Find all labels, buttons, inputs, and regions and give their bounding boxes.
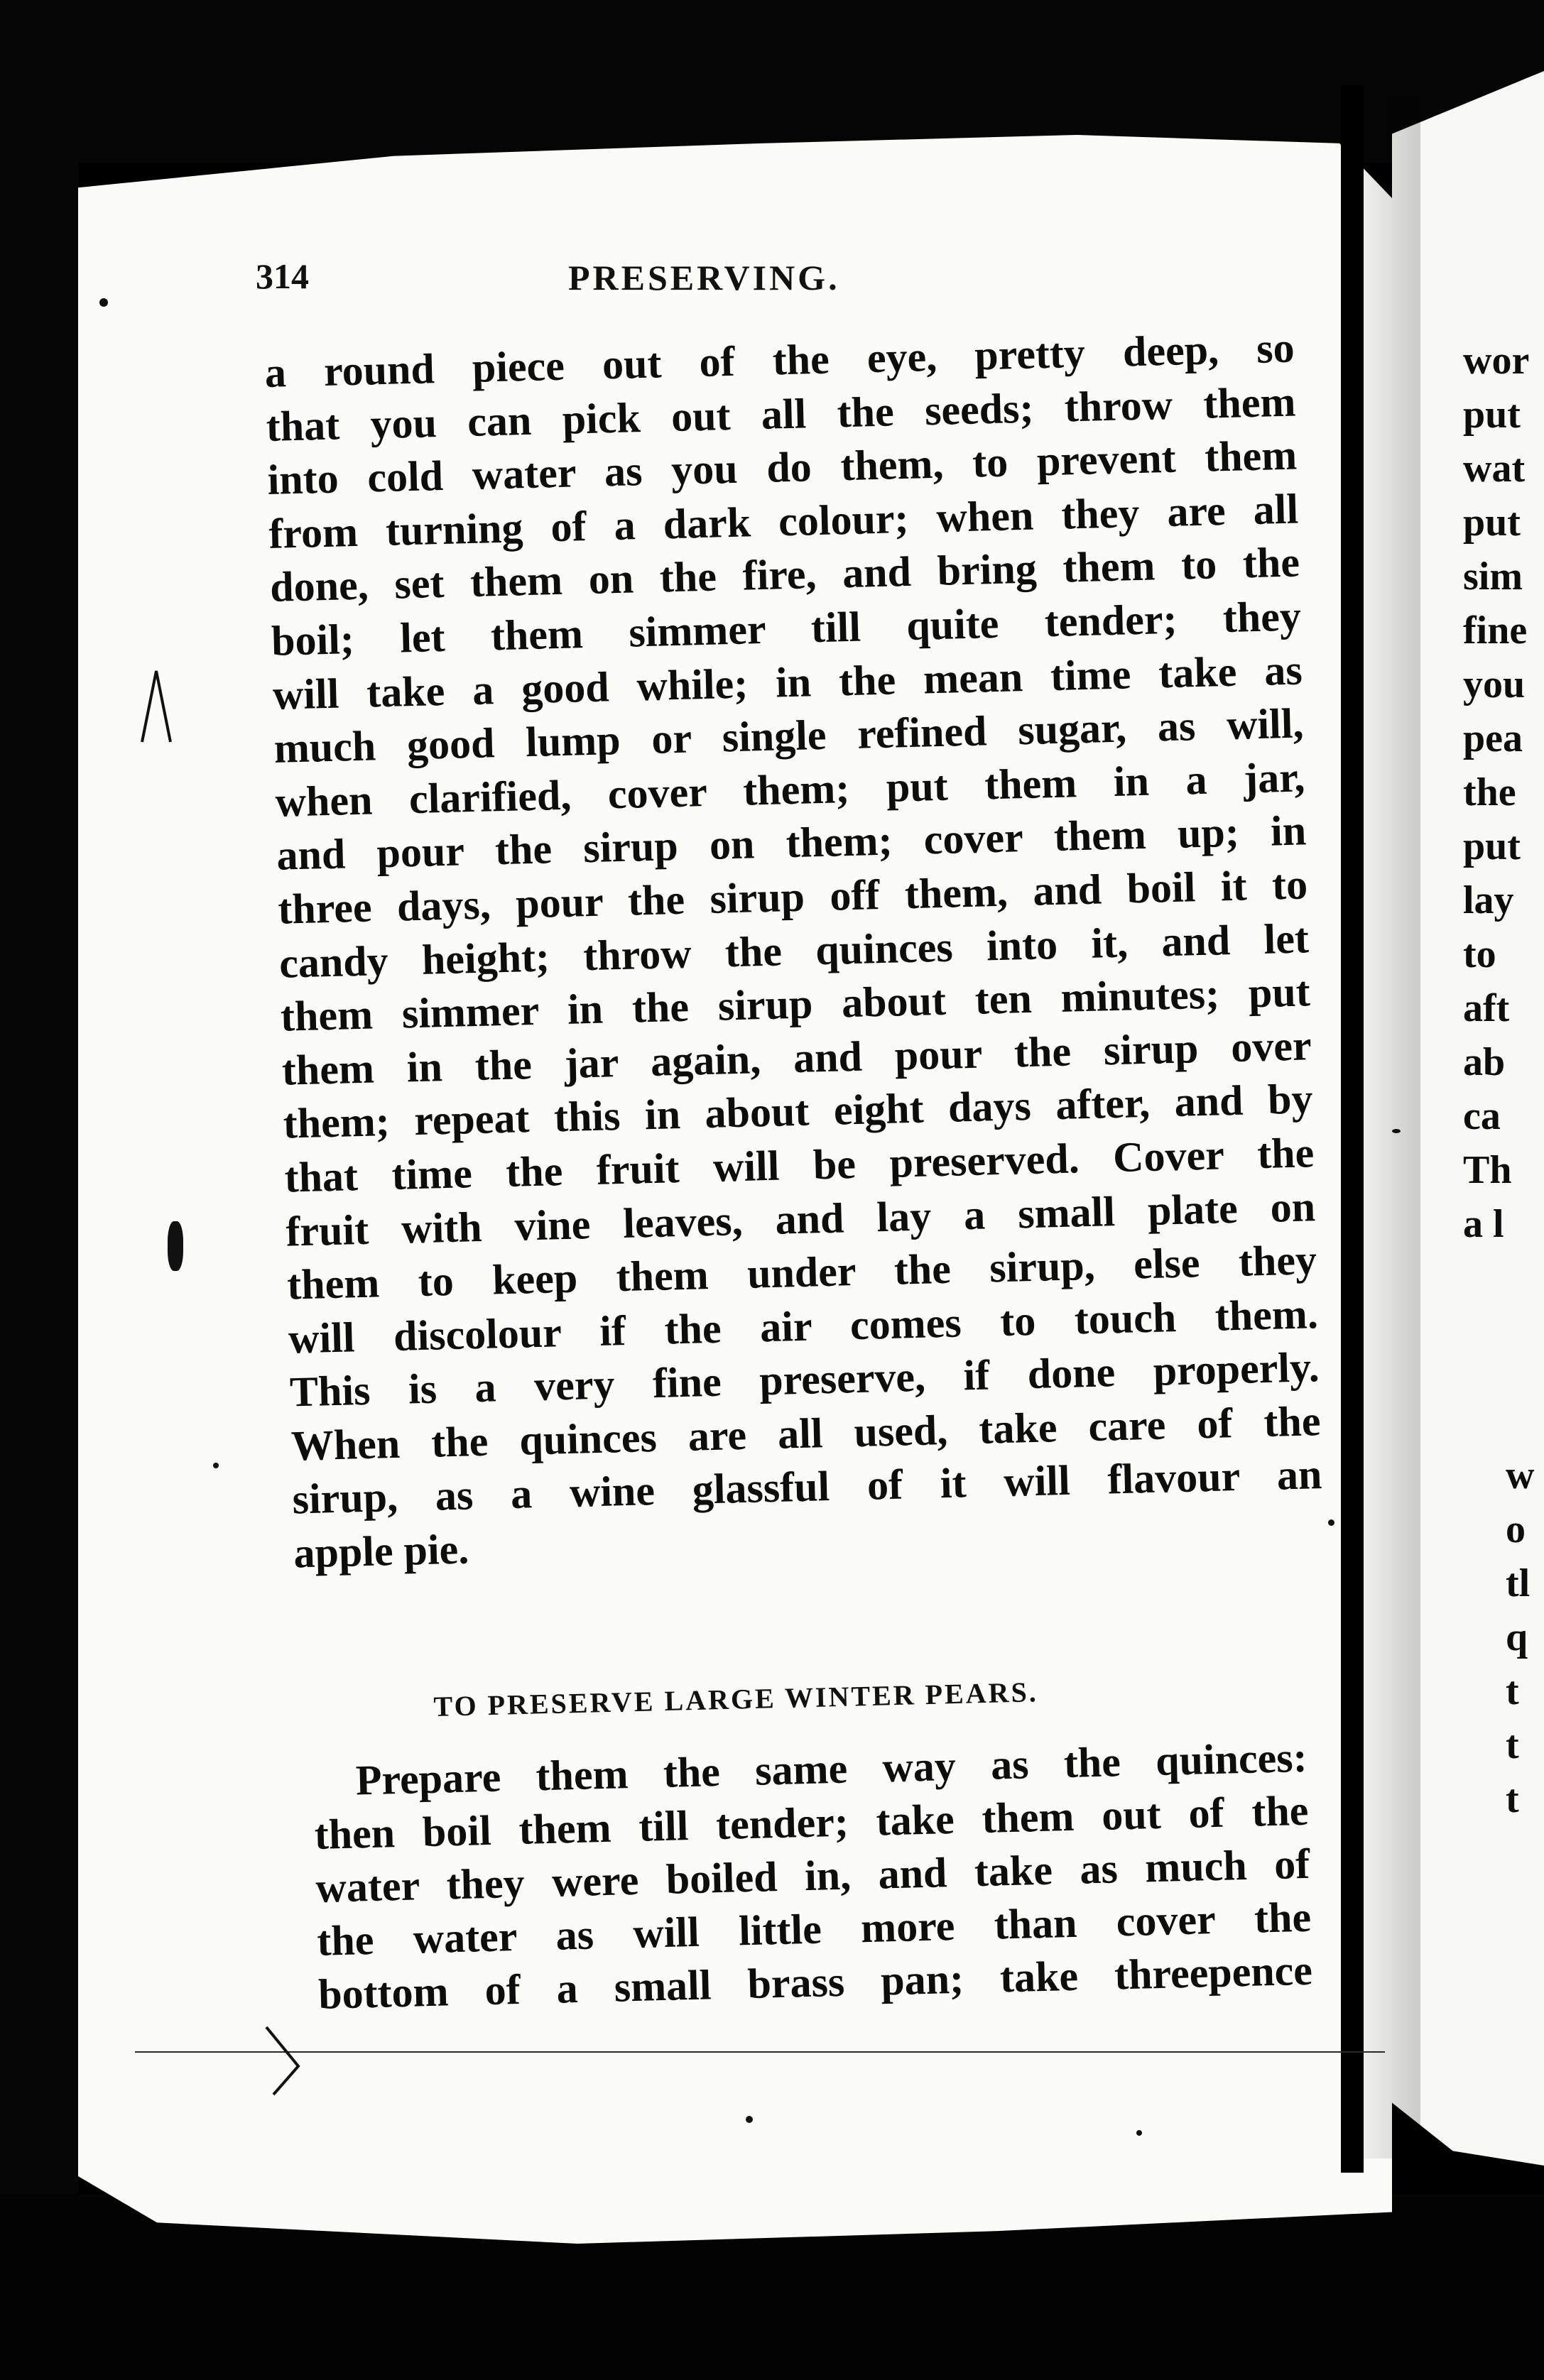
text-line: boil; let them simmer till quite tender; they <box>271 592 1302 665</box>
running-head: PRESERVING. <box>568 258 840 298</box>
text-line: and pour the sirup on them; cover them up; in <box>276 807 1307 880</box>
facing-fragment: a l <box>1463 1202 1504 1246</box>
text-line: done, set them on the fire, and bring them to the <box>269 538 1300 611</box>
text-line: will take a good while; in the mean time take as <box>272 645 1303 719</box>
facing-fragment: wor <box>1463 339 1530 383</box>
page-number: 314 <box>256 256 309 296</box>
text-line: them to keep them under the sirup, else they <box>286 1236 1317 1309</box>
text-line: them in the jar again, and pour the sirup over <box>281 1021 1312 1094</box>
facing-fragment: put <box>1463 393 1521 437</box>
text-line: that you can pick out all the seeds; throw them <box>265 378 1297 450</box>
facing-fragment: lay <box>1463 878 1514 922</box>
text-line: that time the fruit will be preserved. Cover the <box>283 1129 1315 1201</box>
scan-speck <box>213 1463 219 1468</box>
book-gutter <box>1341 85 1364 2173</box>
scan-speck <box>1392 1129 1401 1133</box>
body-paragraph <box>264 322 1324 1581</box>
facing-fragment: tl <box>1506 1561 1531 1605</box>
facing-fragment: pea <box>1463 716 1523 760</box>
text-line: candy height; throw the quinces into it, and let <box>278 914 1310 987</box>
text-line: much good lump or single refined sugar, as will, <box>273 699 1305 772</box>
text-line: water they were boiled in, and take as much of <box>315 1840 1310 1911</box>
text-line: apple pie. <box>293 1525 469 1577</box>
scan-speck <box>1328 1519 1334 1526</box>
margin-pencil-mark <box>263 2024 334 2102</box>
text-line: will discolour if the air comes to touch them. <box>288 1289 1319 1363</box>
text-line: This is a very fine preserve, if done properly. <box>289 1343 1320 1416</box>
facing-fragment: o <box>1506 1507 1526 1551</box>
scan-speck <box>168 1221 183 1271</box>
margin-pencil-mark <box>135 667 178 746</box>
facing-fragment: t <box>1506 1723 1519 1767</box>
text-line: when clarified, cover them; put them in a jar, <box>274 753 1306 826</box>
text-line: into cold water as you do them, to prevent them <box>266 431 1298 504</box>
section-heading: TO PRESERVE LARGE WINTER PEARS. <box>433 1676 1039 1723</box>
facing-fragment: fine <box>1463 608 1528 653</box>
scan-border-left <box>0 0 78 2380</box>
facing-fragment: aft <box>1463 986 1510 1030</box>
facing-fragment: to <box>1463 932 1496 976</box>
facing-fragment: put <box>1463 501 1521 545</box>
text-line: the water as will little more than cover the <box>316 1893 1312 1965</box>
text-line: from turning of a dark colour; when they are all <box>268 485 1299 557</box>
page-header <box>256 256 1321 320</box>
facing-fragment: t <box>1506 1777 1519 1821</box>
text-line: them; repeat this in about eight days after, and by <box>282 1075 1314 1147</box>
facing-fragment: t <box>1506 1669 1519 1713</box>
facing-fragment: w <box>1506 1453 1535 1497</box>
facing-fragment: q <box>1506 1615 1528 1659</box>
facing-fragment: ab <box>1463 1040 1506 1084</box>
text-line: When the quinces are all used, take care of the <box>290 1397 1322 1470</box>
scan-border-top <box>0 0 1544 163</box>
scan-speck <box>746 2116 753 2123</box>
facing-page-text <box>1463 334 1544 1251</box>
facing-page-text-lower <box>1506 1448 1544 1826</box>
scan-speck <box>99 298 108 307</box>
facing-fragment: put <box>1463 824 1521 868</box>
recipe-paragraph <box>312 1731 1313 2021</box>
facing-fragment: sim <box>1463 555 1523 599</box>
text-line: fruit with vine leaves, and lay a small plate on <box>285 1182 1316 1255</box>
text-line: sirup, as a wine glassful of it will flavour an <box>291 1451 1323 1523</box>
facing-fragment: wat <box>1463 447 1526 491</box>
text-line: them simmer in the sirup about ten minutes; put <box>280 968 1311 1040</box>
facing-fragment: the <box>1463 770 1516 814</box>
text-line: then boil them till tender; take them out of the <box>313 1786 1310 1858</box>
text-line: three days, pour the sirup off them, and boil it to <box>277 861 1308 933</box>
facing-fragment: ca <box>1463 1094 1501 1138</box>
facing-fragment: you <box>1463 662 1526 706</box>
scan-speck <box>1136 2130 1142 2136</box>
facing-fragment: Th <box>1463 1148 1512 1192</box>
text-line: bottom of a small brass pan; take threepence <box>317 1946 1313 2018</box>
text-line: a round piece out of the eye, pretty deep, so <box>264 324 1295 396</box>
text-line: Prepare them the same way as the quinces: <box>355 1733 1308 1804</box>
